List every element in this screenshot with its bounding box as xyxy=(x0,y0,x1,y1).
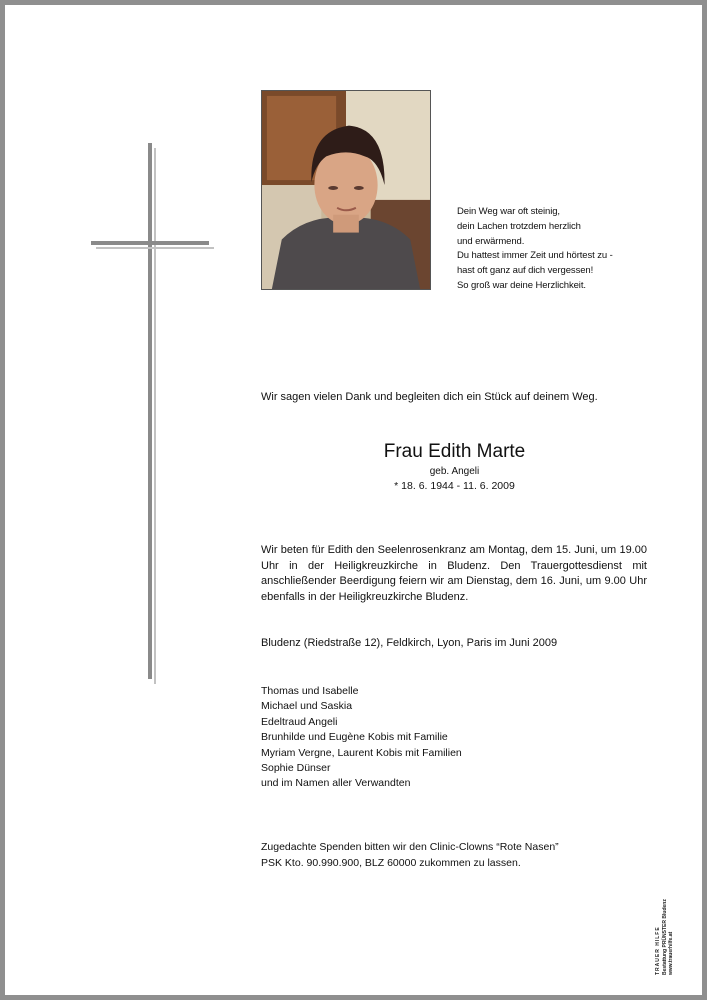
cross-horizontal-bar xyxy=(91,241,209,245)
logo-text xyxy=(655,875,675,975)
poem-line: So groß war deine Herzlichkeit. xyxy=(457,279,586,291)
life-dates: * 18. 6. 1944 - 11. 6. 2009 xyxy=(394,480,515,492)
maiden-name: geb. Angeli xyxy=(429,466,480,477)
donation-note xyxy=(261,840,559,871)
donation-line: Zugedachte Spenden bitten wir den Clinic-Clowns “Rote Nasen” xyxy=(261,841,559,853)
deceased-name: Frau Edith Marte xyxy=(383,441,526,462)
poem-line: hast oft ganz auf dich vergessen! xyxy=(457,265,594,277)
poem xyxy=(457,205,657,294)
portrait-photo xyxy=(261,90,431,290)
mourner-item: Thomas und Isabelle xyxy=(261,685,359,697)
funeral-home-logo xyxy=(655,875,687,975)
logo-line1: Bestattung PRÜNSTER Bludenz xyxy=(661,899,668,975)
mourner-item: Myriam Vergne, Laurent Kobis mit Familien xyxy=(261,746,462,759)
deceased-info xyxy=(261,440,648,494)
mourners-list xyxy=(261,684,462,792)
mourner-item: Brunhilde und Eugène Kobis mit Familie xyxy=(261,731,448,744)
cross-vertical-shadow xyxy=(154,148,156,684)
poem-line: dein Lachen trotzdem herzlich xyxy=(457,220,581,232)
mourner-item: Sophie Dünser xyxy=(261,762,331,775)
logo-brand: TRAUER HILFE xyxy=(655,926,661,975)
mourner-item: und im Namen aller Verwandten xyxy=(261,777,411,790)
portrait-illustration xyxy=(262,91,430,289)
prayer-announcement: Wir beten für Edith den Seelenrosenkranz am Montag, dem 15. Juni, um 19.00 Uhr in der Heiligkreuzkirche in Bludenz. Den Trauergottesdienst mit anschließender Beerdigung feiern wir am Dienstag, dem 16. Juni, um 9.00 Uhr ebenfalls in der Heiligkreuzkirche Bludenz. xyxy=(261,544,647,603)
place-date: Bludenz (Riedstraße 12), Feldkirch, Lyon, Paris im Juni 2009 xyxy=(261,637,558,649)
donation-line: PSK Kto. 90.990.900, BLZ 60000 zukommen zu lassen. xyxy=(261,856,521,869)
poem-line: Du hattest immer Zeit und hörtest zu - xyxy=(457,250,613,262)
poem-line: und erwärmend. xyxy=(457,235,525,247)
poem-line: Dein Weg war oft steinig, xyxy=(457,206,560,217)
mourner-item: Edeltraud Angeli xyxy=(261,715,338,728)
mourner-item: Michael und Saskia xyxy=(261,700,353,713)
cross-vertical-bar xyxy=(148,143,152,679)
cross-horizontal-shadow xyxy=(96,247,214,249)
logo-line2: www.trauerhilfe.at xyxy=(668,931,674,975)
thanks-text: Wir sagen vielen Dank und begleiten dich ein Stück auf deinem Weg. xyxy=(261,391,598,403)
